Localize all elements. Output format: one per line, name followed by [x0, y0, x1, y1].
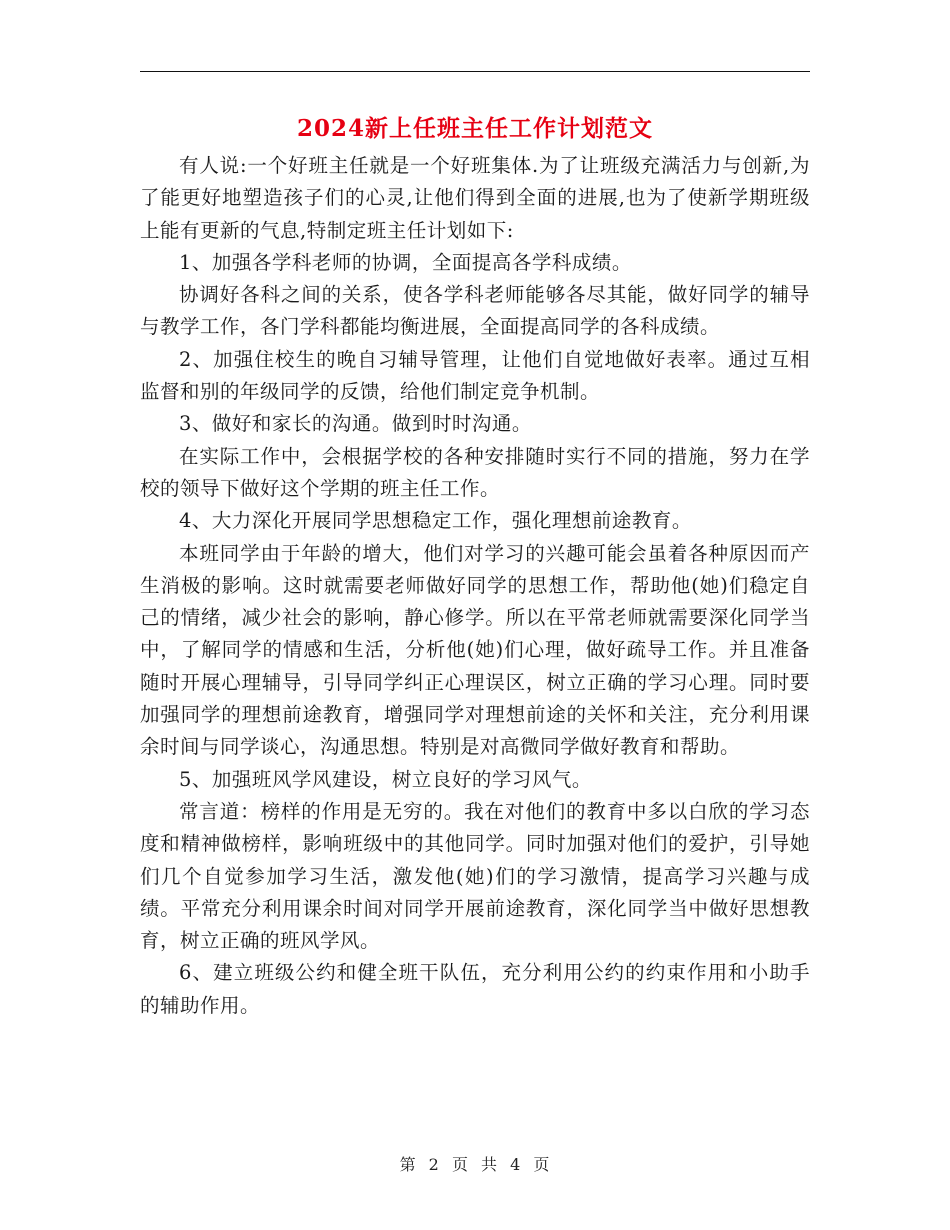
paragraph-intro: 有人说:一个好班主任就是一个好班集体.为了让班级充满活力与创新,为了能更好地塑造孩子们的心灵,让他们得到全面的进展,也为了使新学期班级上能有更新的气息,特制定班主任计划如下:: [140, 154, 810, 242]
document-title: 2024新上任班主任工作计划范文: [296, 115, 653, 142]
paragraph-item-1-body: 协调好各科之间的关系，使各学科老师能够各尽其能，做好同学的辅导与教学工作，各门学科都能均衡进展，全面提高同学的各科成绩。: [140, 283, 810, 339]
paragraph-item-3-body: 在实际工作中，会根据学校的各种安排随时实行不同的措施，努力在学校的领导下做好这个学期的班主任工作。: [140, 444, 810, 500]
paragraph-item-1-heading: 1、加强各学科老师的协调，全面提高各学科成绩。: [179, 250, 632, 274]
paragraph-item-6-heading: 6、建立班级公约和健全班干队伍，充分利用公约的约束作用和小助手的辅助作用。: [140, 961, 810, 1017]
paragraph-item-2: 2、加强住校生的晚自习辅导管理，让他们自觉地做好表率。通过互相监督和别的年级同学的反馈，给他们制定竞争机制。: [140, 347, 810, 404]
paragraph-item-3-heading: 3、做好和家长的沟通。做到时时沟通。: [179, 412, 532, 436]
paragraph-item-5-body: 常言道：榜样的作用是无穷的。我在对他们的教育中多以白欣的学习态度和精神做榜样，影响班级中的其他同学。同时加强对他们的爱护，引导她们几个自觉参加学习生活，激发他(她)们的学习激情，提高学习兴趣与成绩。平常充分利用课余时间对同学开展前途教育，深化同学当中做好思想教育，树立正确的班风学风。: [140, 799, 810, 953]
paragraph-item-4-body: 本班同学由于年龄的增大，他们对学习的兴趣可能会虽着各种原因而产生消极的影响。这时就需要老师做好同学的思想工作，帮助他(她)们稳定自己的情绪，减少社会的影响，静心修学。所以在平常老师就需要深化同学当中，了解同学的情感和生活，分析他(她)们心理，做好疏导工作。并且准备随时开展心理辅导，引导同学纠正心理误区，树立正确的学习心理。同时要加强同学的理想前途教育，增强同学对理想前途的关怀和关注，充分利用课余时间与同学谈心，沟通思想。特别是对高微同学做好教育和帮助。: [140, 541, 810, 759]
document-body: [140, 150, 810, 1022]
paragraph-item-5-heading: 5、加强班风学风建设，树立良好的学习风气。: [179, 767, 592, 791]
header-rule: [140, 71, 810, 72]
page-footer: 第 2 页 共 4 页: [399, 1155, 551, 1174]
paragraph-item-4-heading: 4、大力深化开展同学思想稳定工作，强化理想前途教育。: [179, 509, 692, 533]
